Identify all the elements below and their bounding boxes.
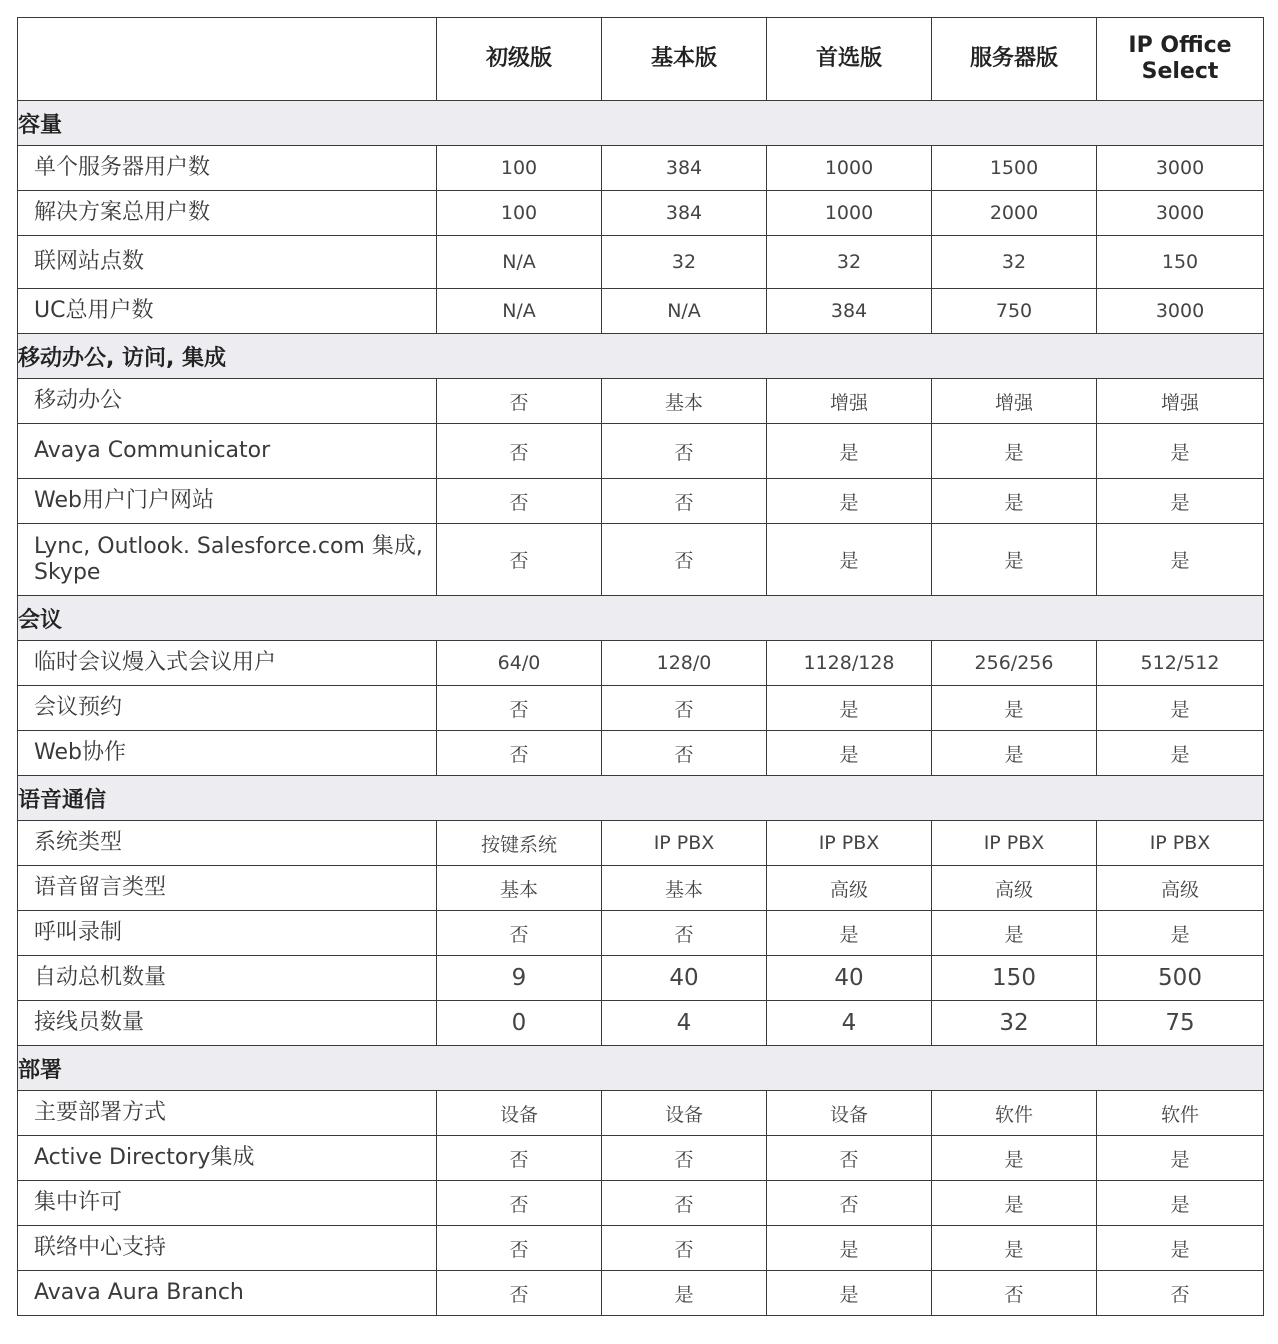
table-cell: 512/512 (1097, 641, 1264, 686)
table-cell: 高级 (1097, 866, 1264, 911)
table-cell: 软件 (1097, 1091, 1264, 1136)
table-cell: 否 (437, 686, 602, 731)
section-header-row (18, 776, 1264, 821)
row-label: 主要部署方式 (18, 1091, 437, 1136)
table-cell: 是 (602, 1271, 767, 1316)
table-cell: 按键系统 (437, 821, 602, 866)
table-cell: IP PBX (1097, 821, 1264, 866)
header-col-starter: 初级版 (437, 18, 602, 101)
table-cell: 是 (932, 479, 1097, 524)
table-cell: 否 (437, 1181, 602, 1226)
header-col-basic: 基本版 (602, 18, 767, 101)
table-cell: 设备 (602, 1091, 767, 1136)
header-col-server: 服务器版 (932, 18, 1097, 101)
table-cell: 40 (767, 956, 932, 1001)
table-cell: 32 (602, 236, 767, 289)
table-row (18, 524, 1264, 596)
table-cell: 0 (437, 1001, 602, 1046)
table-cell: 是 (767, 1226, 932, 1271)
table-cell: 150 (932, 956, 1097, 1001)
table-cell: 否 (602, 524, 767, 596)
table-cell: 是 (1097, 479, 1264, 524)
row-label: 集中许可 (18, 1181, 437, 1226)
table-row (18, 1271, 1264, 1316)
table-cell: 384 (767, 289, 932, 334)
table-cell: 3000 (1097, 289, 1264, 334)
table-cell: 750 (932, 289, 1097, 334)
table-cell: 100 (437, 146, 602, 191)
table-row (18, 1091, 1264, 1136)
section-header-row (18, 101, 1264, 146)
table-row (18, 1136, 1264, 1181)
table-cell: 是 (1097, 1136, 1264, 1181)
table-cell: 否 (602, 424, 767, 479)
table-cell: 是 (767, 1271, 932, 1316)
row-label: Lync, Outlook. Salesforce.com 集成, Skype (18, 524, 437, 596)
table-row (18, 911, 1264, 956)
row-label: UC总用户数 (18, 289, 437, 334)
table-cell: 是 (932, 1181, 1097, 1226)
table-cell: 是 (767, 731, 932, 776)
table-cell: 是 (1097, 424, 1264, 479)
row-label: Active Directory集成 (18, 1136, 437, 1181)
table-row (18, 289, 1264, 334)
table-cell: 否 (602, 1181, 767, 1226)
table-cell: 1000 (767, 146, 932, 191)
table-cell: 否 (767, 1136, 932, 1181)
row-label: 会议预约 (18, 686, 437, 731)
section-title: 部署 (18, 1046, 1264, 1091)
row-label: 单个服务器用户数 (18, 146, 437, 191)
table-cell: 否 (602, 911, 767, 956)
table-row (18, 686, 1264, 731)
table-row (18, 191, 1264, 236)
table-cell: 2000 (932, 191, 1097, 236)
table-cell: 否 (437, 1271, 602, 1316)
row-label: 移动办公 (18, 379, 437, 424)
table-cell: 否 (437, 479, 602, 524)
table-cell: 软件 (932, 1091, 1097, 1136)
table-cell: 否 (437, 731, 602, 776)
header-corner-cell (18, 18, 437, 101)
table-cell: 是 (1097, 731, 1264, 776)
table-cell: 32 (932, 236, 1097, 289)
table-cell: 9 (437, 956, 602, 1001)
table-row (18, 866, 1264, 911)
table-cell: 1000 (767, 191, 932, 236)
table-cell: 是 (1097, 524, 1264, 596)
table-cell: 基本 (602, 866, 767, 911)
table-row (18, 821, 1264, 866)
row-label: 接线员数量 (18, 1001, 437, 1046)
table-cell: 否 (1097, 1271, 1264, 1316)
row-label: 语音留言类型 (18, 866, 437, 911)
table-cell: 否 (602, 686, 767, 731)
table-cell: 64/0 (437, 641, 602, 686)
section-header-row (18, 1046, 1264, 1091)
table-cell: N/A (602, 289, 767, 334)
row-label: Web协作 (18, 731, 437, 776)
table-cell: 是 (767, 479, 932, 524)
table-cell: 是 (932, 524, 1097, 596)
table-cell: 设备 (437, 1091, 602, 1136)
table-cell: IP PBX (602, 821, 767, 866)
table-row (18, 731, 1264, 776)
table-cell: 否 (437, 424, 602, 479)
row-label: 联网站点数 (18, 236, 437, 289)
table-row (18, 956, 1264, 1001)
table-row (18, 641, 1264, 686)
table-cell: 128/0 (602, 641, 767, 686)
section-header-row (18, 334, 1264, 379)
table-cell: 384 (602, 191, 767, 236)
table-cell: 是 (767, 911, 932, 956)
table-row (18, 379, 1264, 424)
section-title: 移动办公, 访问, 集成 (18, 334, 1264, 379)
table-cell: 设备 (767, 1091, 932, 1136)
table-row (18, 1226, 1264, 1271)
table-cell: 是 (932, 1136, 1097, 1181)
table-cell: 是 (767, 686, 932, 731)
table-cell: 否 (602, 1226, 767, 1271)
table-row (18, 236, 1264, 289)
header-row (18, 18, 1264, 101)
table-cell: 4 (602, 1001, 767, 1046)
table-cell: 是 (932, 1226, 1097, 1271)
table-row (18, 146, 1264, 191)
table-cell: N/A (437, 236, 602, 289)
table-cell: 500 (1097, 956, 1264, 1001)
comparison-table-wrapper (17, 17, 1264, 1316)
row-label: 自动总机数量 (18, 956, 437, 1001)
table-cell: 256/256 (932, 641, 1097, 686)
table-cell: 增强 (767, 379, 932, 424)
table-cell: 是 (1097, 1226, 1264, 1271)
header-col-select: IP Office Select (1097, 18, 1264, 101)
table-cell: 否 (437, 1226, 602, 1271)
section-title: 容量 (18, 101, 1264, 146)
table-cell: 否 (437, 1136, 602, 1181)
table-cell: 增强 (932, 379, 1097, 424)
table-row (18, 1001, 1264, 1046)
table-row (18, 424, 1264, 479)
table-cell: 是 (1097, 911, 1264, 956)
section-title: 会议 (18, 596, 1264, 641)
table-cell: 32 (767, 236, 932, 289)
section-title: 语音通信 (18, 776, 1264, 821)
row-label: 临时会议熳入式会议用户 (18, 641, 437, 686)
table-cell: 增强 (1097, 379, 1264, 424)
table-cell: 是 (932, 911, 1097, 956)
table-cell: 3000 (1097, 191, 1264, 236)
header-col-preferred: 首选版 (767, 18, 932, 101)
row-label: Avava Aura Branch (18, 1271, 437, 1316)
table-cell: 32 (932, 1001, 1097, 1046)
table-row (18, 1181, 1264, 1226)
table-cell: 4 (767, 1001, 932, 1046)
table-cell: 40 (602, 956, 767, 1001)
table-cell: 1500 (932, 146, 1097, 191)
row-label: 系统类型 (18, 821, 437, 866)
table-cell: 否 (602, 731, 767, 776)
table-cell: 是 (932, 424, 1097, 479)
table-cell: 是 (1097, 686, 1264, 731)
table-cell: 否 (437, 379, 602, 424)
table-cell: 1128/128 (767, 641, 932, 686)
table-cell: 高级 (932, 866, 1097, 911)
edition-comparison-table (17, 17, 1264, 1316)
row-label: 呼叫录制 (18, 911, 437, 956)
table-cell: 是 (767, 524, 932, 596)
table-cell: IP PBX (932, 821, 1097, 866)
table-row (18, 479, 1264, 524)
table-cell: 384 (602, 146, 767, 191)
table-cell: 75 (1097, 1001, 1264, 1046)
table-cell: 否 (437, 911, 602, 956)
table-cell: 否 (932, 1271, 1097, 1316)
table-cell: N/A (437, 289, 602, 334)
row-label: Avaya Communicator (18, 424, 437, 479)
table-cell: 100 (437, 191, 602, 236)
table-cell: 高级 (767, 866, 932, 911)
table-cell: 否 (602, 1136, 767, 1181)
table-cell: 是 (932, 731, 1097, 776)
table-cell: 否 (437, 524, 602, 596)
row-label: 联络中心支持 (18, 1226, 437, 1271)
table-cell: IP PBX (767, 821, 932, 866)
table-cell: 是 (767, 424, 932, 479)
table-cell: 否 (767, 1181, 932, 1226)
table-cell: 基本 (602, 379, 767, 424)
table-cell: 3000 (1097, 146, 1264, 191)
row-label: Web用户门户网站 (18, 479, 437, 524)
table-cell: 150 (1097, 236, 1264, 289)
table-cell: 是 (1097, 1181, 1264, 1226)
table-cell: 是 (932, 686, 1097, 731)
table-cell: 否 (602, 479, 767, 524)
section-header-row (18, 596, 1264, 641)
row-label: 解决方案总用户数 (18, 191, 437, 236)
table-cell: 基本 (437, 866, 602, 911)
